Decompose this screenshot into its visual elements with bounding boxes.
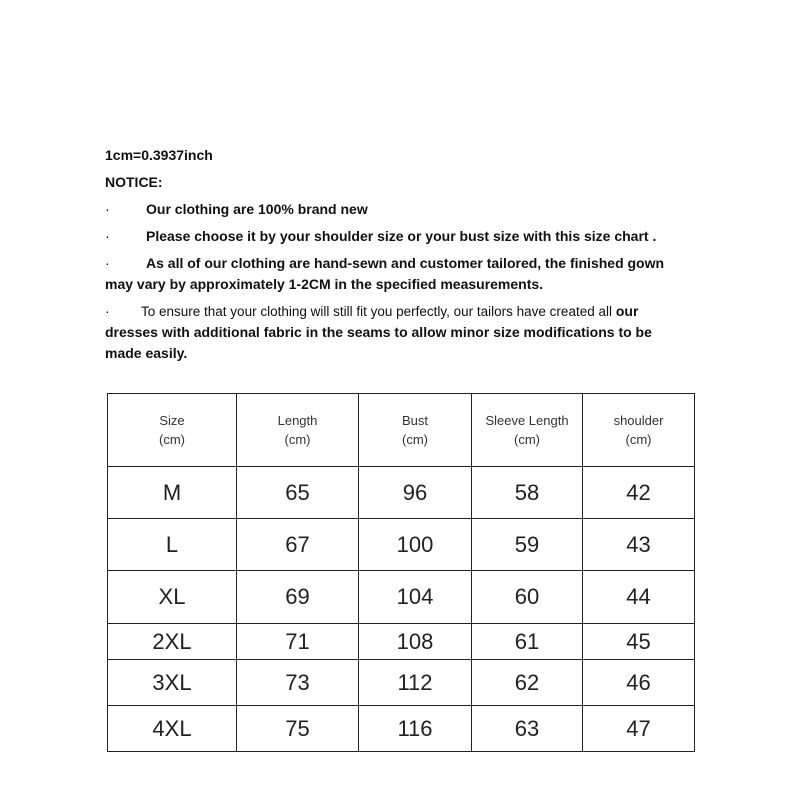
header-length: Length (cm) bbox=[237, 394, 359, 467]
cell-shoulder: 44 bbox=[583, 571, 695, 624]
cell-shoulder: 43 bbox=[583, 519, 695, 571]
notice-item bbox=[105, 301, 685, 364]
cell-shoulder: 42 bbox=[583, 467, 695, 519]
cell-bust: 108 bbox=[359, 624, 472, 660]
header-bust: Bust (cm) bbox=[359, 394, 472, 467]
unit-conversion: 1cm=0.3937inch bbox=[105, 147, 213, 163]
notice-item bbox=[105, 253, 685, 295]
cell-shoulder: 47 bbox=[583, 706, 695, 752]
cell-bust: 100 bbox=[359, 519, 472, 571]
cell-sleeve-length: 58 bbox=[472, 467, 583, 519]
table-row bbox=[108, 624, 695, 660]
cell-bust: 116 bbox=[359, 706, 472, 752]
cell-length: 69 bbox=[237, 571, 359, 624]
cell-sleeve-length: 62 bbox=[472, 660, 583, 706]
cell-sleeve-length: 60 bbox=[472, 571, 583, 624]
cell-size: 2XL bbox=[108, 624, 237, 660]
cell-sleeve-length: 59 bbox=[472, 519, 583, 571]
bullet-icon: · bbox=[105, 201, 110, 217]
header-shoulder: shoulder (cm) bbox=[583, 394, 695, 467]
bullet-icon: · bbox=[105, 228, 110, 244]
cell-length: 71 bbox=[237, 624, 359, 660]
cell-size: 3XL bbox=[108, 660, 237, 706]
notice-item-text: Please choose it by your shoulder size or your bust size with this size chart . bbox=[146, 228, 657, 244]
table-row bbox=[108, 519, 695, 571]
cell-length: 65 bbox=[237, 467, 359, 519]
cell-length: 75 bbox=[237, 706, 359, 752]
notice-item bbox=[105, 199, 685, 220]
cell-shoulder: 45 bbox=[583, 624, 695, 660]
cell-length: 67 bbox=[237, 519, 359, 571]
bullet-icon: · bbox=[105, 255, 110, 271]
cell-size: 4XL bbox=[108, 706, 237, 752]
notice-item bbox=[105, 226, 685, 247]
table-header-row bbox=[108, 394, 695, 467]
header-sleeve-length: Sleeve Length (cm) bbox=[472, 394, 583, 467]
cell-size: XL bbox=[108, 571, 237, 624]
table-row bbox=[108, 660, 695, 706]
cell-bust: 96 bbox=[359, 467, 472, 519]
cell-sleeve-length: 61 bbox=[472, 624, 583, 660]
cell-size: M bbox=[108, 467, 237, 519]
cell-bust: 112 bbox=[359, 660, 472, 706]
header-size: Size (cm) bbox=[108, 394, 237, 467]
cell-bust: 104 bbox=[359, 571, 472, 624]
size-chart-table bbox=[107, 393, 695, 752]
table-row bbox=[108, 706, 695, 752]
size-notes bbox=[105, 145, 685, 370]
notice-item-text-bold: our dresses with additional fabric in the seams to allow minor size modifications to be made easily. bbox=[105, 303, 652, 361]
table-row bbox=[108, 571, 695, 624]
notice-item-text: As all of our clothing are hand-sewn and customer tailored, the finished gown may vary by approximately 1-2CM in the specified measurements. bbox=[105, 255, 665, 292]
notice-heading: NOTICE: bbox=[105, 174, 163, 190]
cell-length: 73 bbox=[237, 660, 359, 706]
cell-shoulder: 46 bbox=[583, 660, 695, 706]
table-row bbox=[108, 467, 695, 519]
notice-item-text: Our clothing are 100% brand new bbox=[146, 201, 368, 217]
cell-size: L bbox=[108, 519, 237, 571]
cell-sleeve-length: 63 bbox=[472, 706, 583, 752]
bullet-icon: · bbox=[105, 303, 110, 319]
notice-item-text-light: To ensure that your clothing will still fit you perfectly, our tailors have created all bbox=[141, 304, 612, 319]
